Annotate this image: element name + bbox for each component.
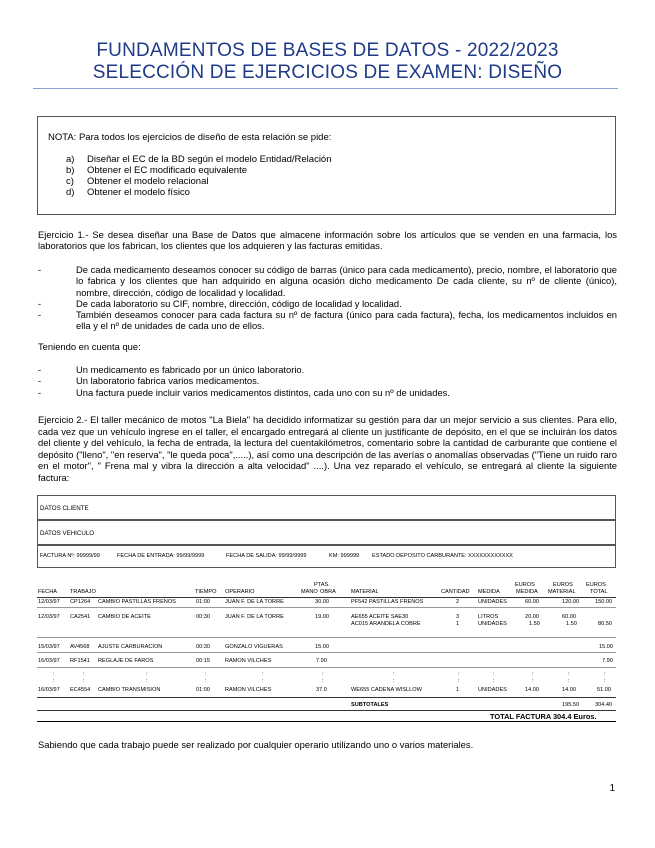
table-cell: GONZALO VIGUERAS — [225, 644, 283, 650]
table-cell: 16/03/97 — [38, 658, 60, 664]
exercise2-closing: Sabiendo que cada trabajo puede ser realizado por cualquier operario utilizando uno o varios materiales. — [38, 739, 474, 750]
table-cell: 120.00 — [562, 599, 580, 605]
table-cell: 150.00 — [595, 599, 613, 605]
table-cell: 14.00 — [562, 687, 576, 693]
table-cell: CAMBIO DE ACEITE — [98, 614, 151, 620]
table-cell: LITROS — [478, 614, 499, 620]
table-cell: MATERIAL — [351, 589, 379, 595]
table-cell: EUROS — [553, 582, 573, 588]
table-cell: 30.00 — [315, 599, 329, 605]
invoice-total: TOTAL FACTURA 304.4 Euros. — [490, 712, 597, 721]
invoice-header-box — [37, 545, 616, 568]
note-box — [37, 116, 616, 215]
table-cell: FECHA — [38, 589, 57, 595]
table-cell: : — [568, 678, 570, 684]
exercise1-intro: Ejercicio 1.- Se desea diseñar una Base de Datos que almacene información sobre los artículos que se venden en una farmacia, los laboratorios que los fabrican, los clientes que los adquieren y las facturas emitidas. — [38, 229, 617, 252]
table-cell: : — [322, 671, 324, 677]
table-cell: OBRA — [320, 589, 336, 595]
table-cell: RF1541 — [70, 658, 90, 664]
table-cell: 60.00 — [562, 614, 576, 620]
table-cell: RAMON VILCHES — [225, 687, 272, 693]
table-cell: 51.00 — [597, 687, 611, 693]
table-cell: AV4568 — [70, 644, 90, 650]
title-divider — [33, 88, 618, 89]
table-cell: : — [146, 671, 148, 677]
table-cell: 7.90 — [316, 658, 327, 664]
table-cell: : — [532, 671, 534, 677]
list-item: d) Obtener el modelo físico — [66, 187, 190, 198]
table-cell: : — [53, 678, 55, 684]
table-cell: AJUSTE CARBURACION — [98, 644, 163, 650]
table-cell: 12/03/97 — [38, 599, 60, 605]
list-item: c) Obtener el modelo relacional — [66, 176, 209, 187]
exercise2-intro: Ejercicio 2.- El taller mecánico de motos "La Biela" ha decidido informatizar su gestión para dar un mejor servicio a sus clientes. Para ello, cada vez que un vehículo ingrese en el taller, el encargado entregará al cliente un justificante de depósito, en el que se incluirán los datos del cliente y del vehículo, la fecha de entrada, la lectura del cuentakilómetros, comentario sobre la cantidad de carburante que contiene el depósito ("lleno", "en reserva", "le queda poca",.....), así como una descripción de las averías o anomalías observadas ("Tiene un ruido raro en el motor", " Frena mal y vibra la dirección a alta velocidad" ....). Una vez reparado el vehículo, se entregará al cliente la siguiente factura: — [38, 414, 617, 483]
table-cell: CP1264 — [70, 599, 91, 605]
table-cell: 00:15 — [196, 658, 210, 664]
list-item: - Un medicamento es fabricado por un único laboratorio. — [38, 364, 305, 375]
table-cell: WE655 CADENA WISLLOW — [351, 687, 422, 693]
invoice-client-box: DATOS CLIENTE — [37, 495, 616, 520]
table-cell: 60.00 — [525, 599, 539, 605]
table-cell: : — [604, 671, 606, 677]
list-item: - De cada laboratorio su CIF, nombre, dirección, código de localidad y localidad. — [38, 297, 402, 309]
table-cell: TOTAL — [590, 589, 608, 595]
table-cell: UNIDADES — [478, 621, 507, 627]
list-item: - Un laboratorio fabrica varios medicamentos. — [38, 375, 260, 387]
table-cell: : — [83, 671, 85, 677]
table-cell: 01:00 — [196, 687, 210, 693]
table-cell: MEDIDA — [478, 589, 500, 595]
table-cell: CAMBIO TRANSMISION — [98, 687, 161, 693]
table-cell: UNIDADES — [478, 687, 507, 693]
table-cell: JUAN F. DE LA TORRE — [225, 614, 284, 620]
table-cell: : — [322, 678, 324, 684]
table-cell: FECHA DE ENTRADA: 99/99/9999 — [117, 553, 205, 559]
table-cell: : — [205, 671, 207, 677]
table-cell: OPERARIO — [225, 589, 255, 595]
table-cell: : — [604, 678, 606, 684]
table-cell: CA2541 — [70, 614, 91, 620]
table-cell: AC015 ARANDELA COBRE — [351, 621, 421, 627]
exercise1-bullets — [38, 264, 617, 332]
list-item: - También deseamos conocer para cada factura su nº de factura (único para cada factura), fecha, los medicamentos incluidos en ella y el nº de unidades de cada uno de ellos. — [38, 309, 617, 332]
table-cell: 15.00 — [599, 644, 613, 650]
table-cell: : — [568, 671, 570, 677]
table-cell: AE655 ACEITE SAE30 — [351, 614, 409, 620]
list-item: - De cada medicamento deseamos conocer su código de barras (único para cada medicamento), precio, nombre, el laboratorio que lo fabrica y los clientes que han adquirido en alguna ocasión dicho medicamento De cada cliente, su nº de cliente (único), nombre, dirección, código de localidad y localidad. — [38, 264, 617, 298]
table-cell: ESTADO DEPOSITO CARBURANTE: XXXXXXXXXXXX — [372, 553, 513, 559]
table-cell: 80.50 — [598, 621, 612, 627]
table-cell: EC4554 — [70, 687, 91, 693]
subtotal-material: 195.50 — [562, 702, 580, 708]
list-item: - Una factura puede incluir varios medicamentos distintos, cada uno con su nº de unidades. — [38, 386, 450, 398]
table-cell: : — [262, 678, 264, 684]
table-cell: MEDIDA — [516, 589, 538, 595]
table-cell: 37.0 — [316, 687, 327, 693]
list-item: b) Obtener el EC modificado equivalente — [66, 165, 248, 176]
document-subtitle: SELECCIÓN DE EJERCICIOS DE EXAMEN: DISEÑO — [92, 62, 563, 83]
table-cell: 1.50 — [566, 621, 577, 627]
note-list — [66, 154, 332, 198]
table-cell: : — [458, 678, 460, 684]
table-cell: : — [493, 678, 495, 684]
table-cell: 14.00 — [525, 687, 539, 693]
table-cell: MATERIAL — [548, 589, 576, 595]
table-cell: FACTURA Nº: 99999/99 — [40, 553, 100, 559]
table-cell: : — [393, 678, 395, 684]
table-cell: 1 — [456, 621, 460, 627]
table-cell: TRABAJO — [70, 589, 96, 595]
note-intro: NOTA: Para todos los ejercicios de diseño de esta relación se pide: — [48, 132, 332, 143]
page-number: 1 — [609, 783, 615, 794]
table-cell: 16/03/97 — [38, 687, 60, 693]
table-cell: TIEMPO — [195, 589, 217, 595]
table-cell: KM: 999999 — [329, 553, 360, 559]
subtotal-total: 304.40 — [595, 702, 613, 708]
table-cell: 12/03/97 — [38, 614, 60, 620]
table-cell: : — [53, 671, 55, 677]
table-cell: : — [146, 678, 148, 684]
table-cell: JUAN F. DE LA TORRE — [225, 599, 284, 605]
table-cell: : — [458, 671, 460, 677]
table-cell: 20.00 — [525, 614, 539, 620]
table-cell: PTAS. — [314, 582, 330, 588]
table-cell: 01:00 — [196, 599, 210, 605]
table-cell: PF542 PASTILLAS FRENOS — [351, 599, 424, 605]
table-cell: UNIDADES — [478, 599, 507, 605]
table-cell: MANO — [301, 589, 318, 595]
table-cell: : — [532, 678, 534, 684]
table-cell: : — [205, 678, 207, 684]
table-cell: 1.50 — [529, 621, 540, 627]
table-cell: 19.00 — [315, 614, 329, 620]
table-cell: REGLAJE DE FAROS — [98, 658, 154, 664]
table-cell: : — [493, 671, 495, 677]
table-cell: 7.90 — [602, 658, 613, 664]
table-cell: 15.00 — [315, 644, 329, 650]
exercise1-consider: Teniendo en cuenta que: — [38, 341, 141, 352]
table-cell: CANTIDAD — [441, 589, 470, 595]
invoice-vehicle-box: DATOS VEHICULO — [37, 520, 616, 545]
table-cell: 2 — [456, 599, 460, 605]
table-cell: EUROS — [515, 582, 535, 588]
table-cell: : — [393, 671, 395, 677]
table-cell: EUROS — [586, 582, 606, 588]
table-cell: : — [83, 678, 85, 684]
table-cell: 00:30 — [196, 644, 210, 650]
document-title: FUNDAMENTOS DE BASES DE DATOS - 2022/2023 — [96, 40, 559, 61]
subtotals-label: SUBTOTALES — [351, 702, 389, 708]
table-cell: 1 — [456, 687, 460, 693]
table-cell: : — [262, 671, 264, 677]
list-item: a) Diseñar el EC de la BD según el modelo Entidad/Relación — [66, 154, 332, 165]
table-cell: FECHA DE SALIDA: 99/99/9999 — [226, 553, 307, 559]
exercise1-constraints — [38, 364, 617, 398]
table-cell: 15/03/97 — [38, 644, 60, 650]
table-cell: RAMON VILCHES — [225, 658, 272, 664]
table-cell: CAMBIO PASTILLAS FRENOS — [98, 599, 176, 605]
table-cell: 3 — [456, 614, 460, 620]
table-cell: 00:30 — [196, 614, 210, 620]
